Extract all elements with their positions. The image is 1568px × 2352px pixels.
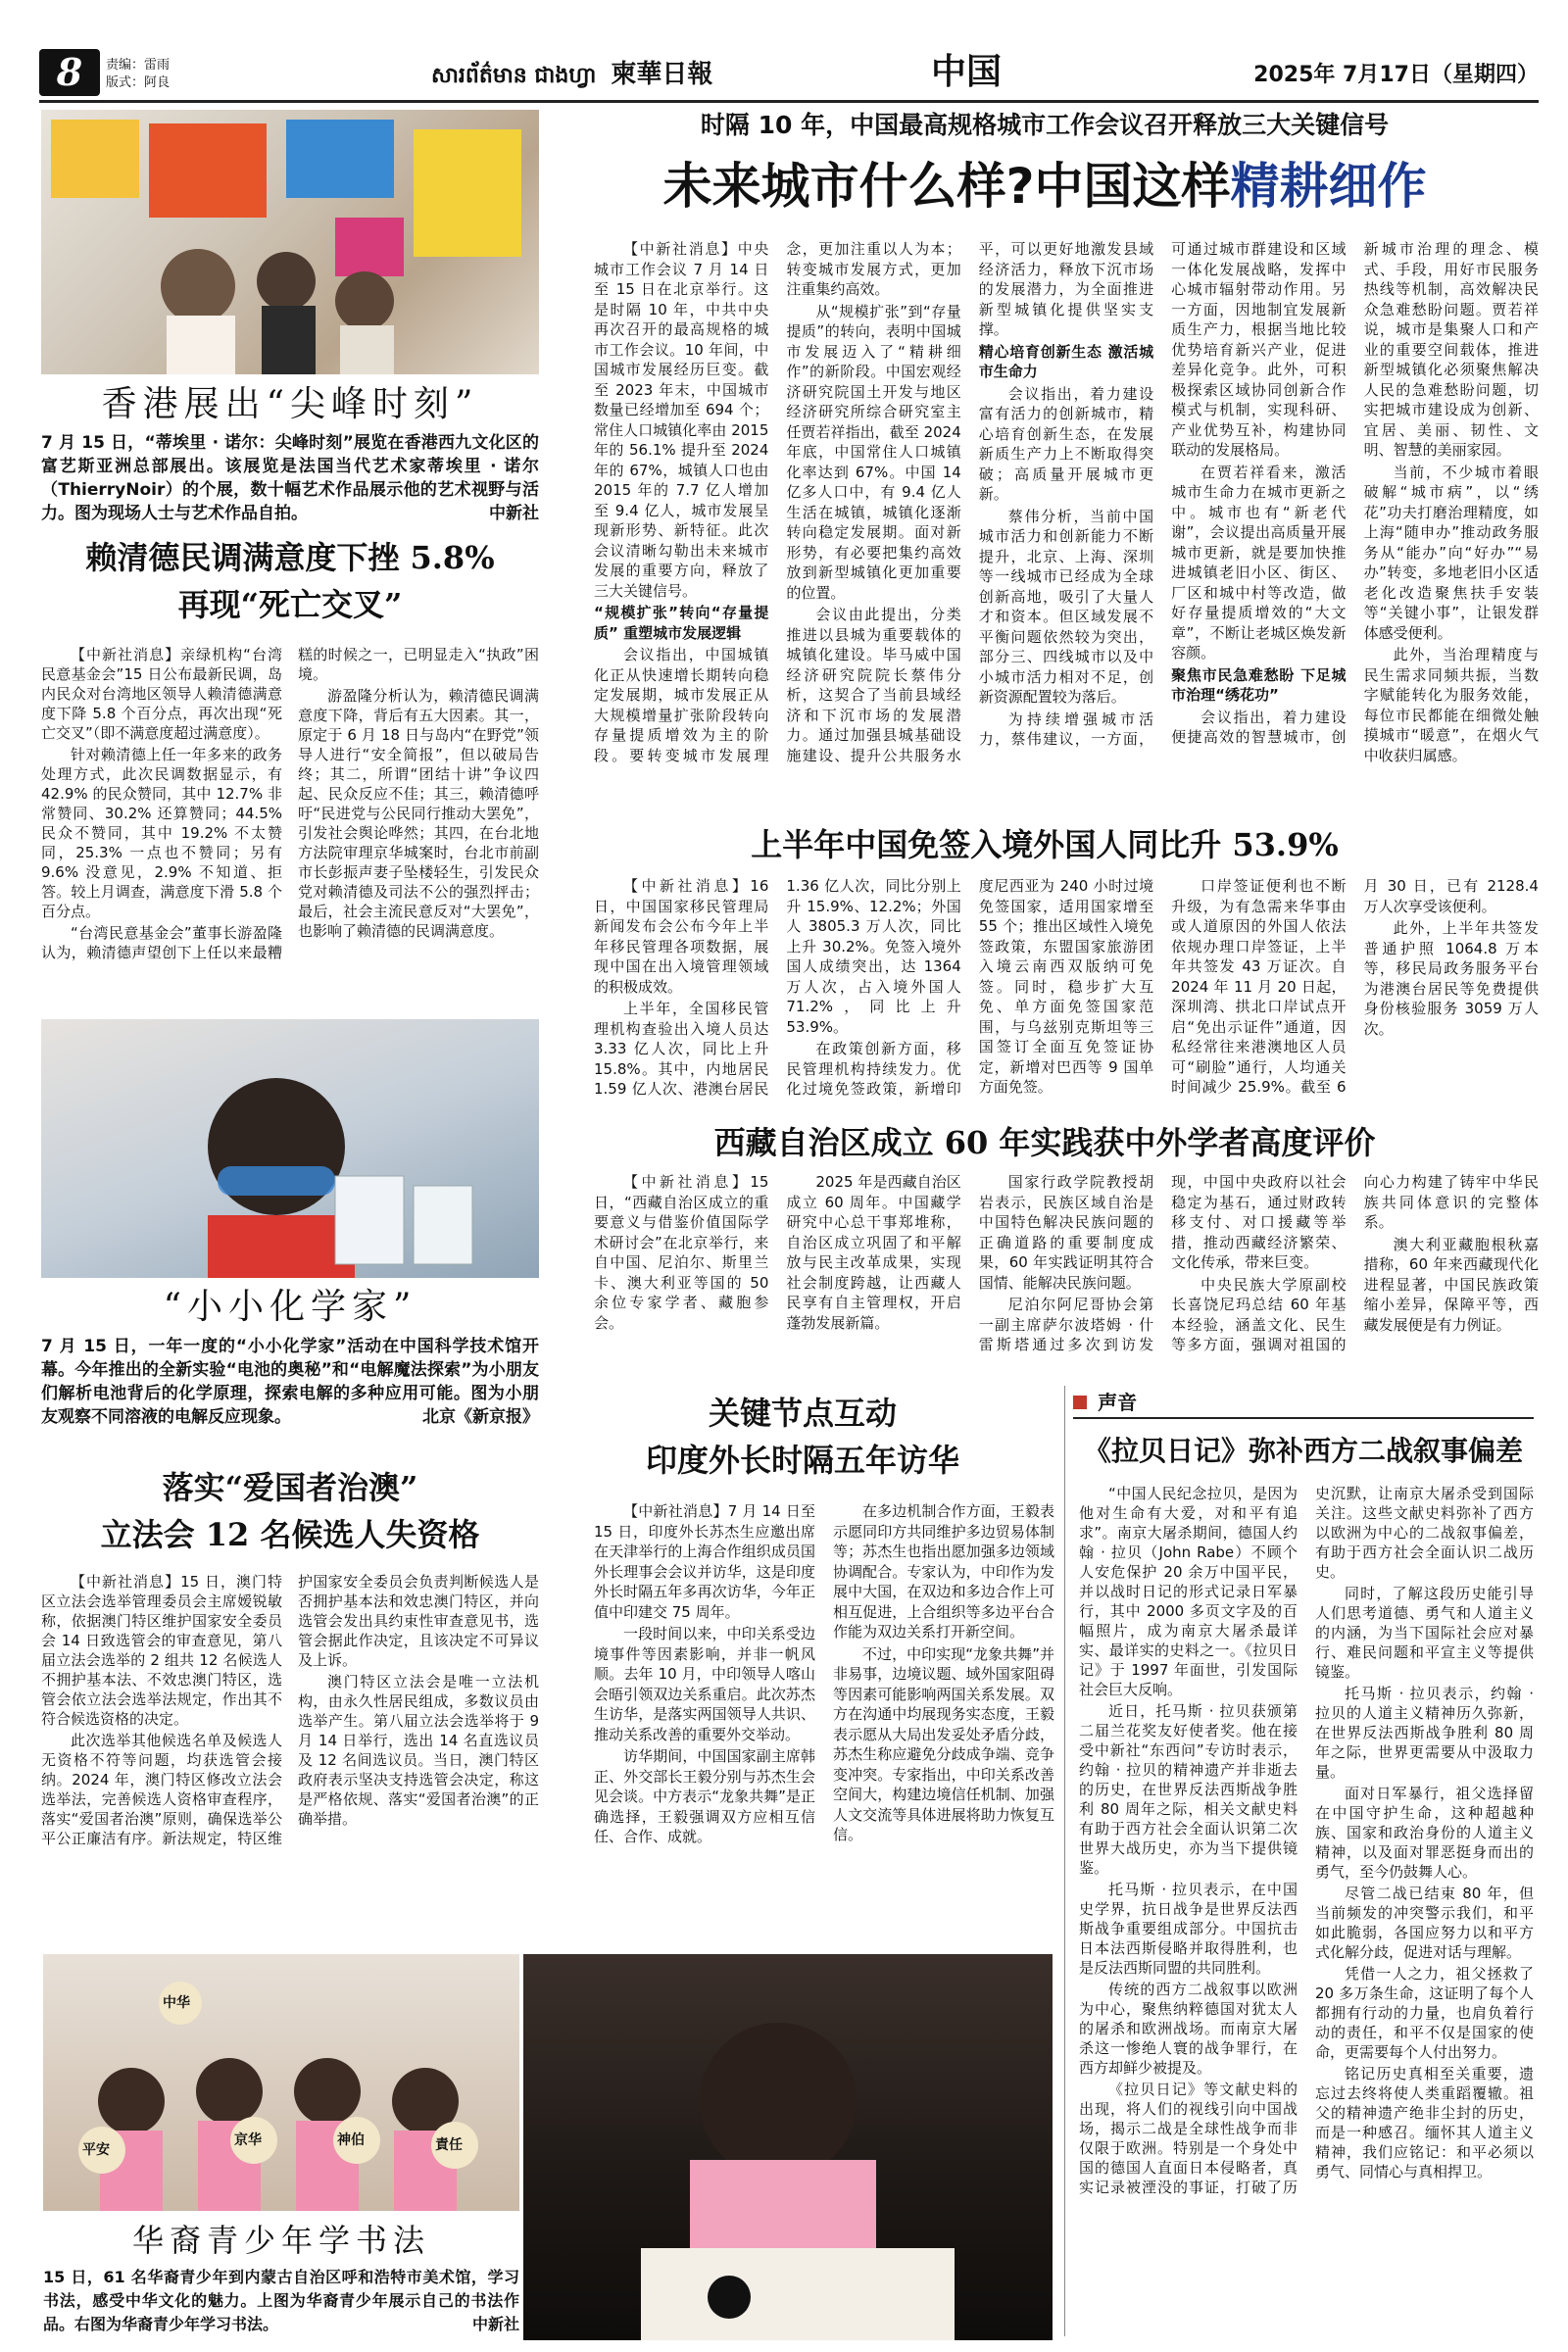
- masthead: [431, 55, 804, 94]
- lead-kicker: 时隔 10 年，中国最高规格城市工作会议召开释放三大关键信号: [700, 111, 1390, 139]
- section-name: 中国: [931, 51, 1003, 92]
- commentary-body: [1079, 1484, 1534, 2327]
- lead-subhead-1: “规模扩张”转向“存量提质” 重塑城市发展逻辑: [594, 604, 769, 642]
- taiwan-headline-line2: 再现“死亡交叉”: [177, 586, 403, 623]
- macau-headline: [41, 1464, 539, 1566]
- paragraph: 托马斯 · 拉贝表示，约翰 · 拉贝的人道主义精神历久弥新，在世界反法西斯战争胜利 80 周年之际，世界更需要从中汲取力量。: [1315, 1685, 1534, 1781]
- paragraph: 此外，当治理精度与民生需求同频共振，当数字赋能转化为服务效能，每位市民都能在细微处触摸城市“暖意”，在烟火气中收获归属感。: [1363, 646, 1539, 764]
- paragraph: 会议指出，着力建设便捷高效的智慧城市，创新城市治理的理念、模式、手段，用好市民服务热线等机制，高效解决民众急难愁盼问题。贾若祥说，城市是集聚人口和产业的重要空间载体，推进新型城镇化必须聚焦解决人民的急难愁盼问题，切实把城市建设成为创新、宜居、美丽、韧性、文明、智慧的美丽家园。: [1171, 240, 1539, 746]
- paragraph: 游盈隆分析认为，赖清德民调满意度下降，背后有五大因素。其一，原定于 6 月 18 日与岛内“在野党”领导人进行“安全简报”，但以破局告终；其二，所谓“团结十讲”争议四起、民众反应不佳；其三，赖清德呼吁“民进党与公民同行推动大罢免”，引发社会舆论哗然；其四，在台北地方法院审理京华城案时，台北市前副市长彭振声妻子坠楼轻生，引发民众党对赖清德及司法不公的强烈抨击；最后，社会主流民意反对“大罢免”，也影响了赖清德的民调满意度。: [298, 687, 539, 940]
- calligraphy-student-illustration: [523, 1954, 1053, 2340]
- paragraph: 会议由此提出，分类推进以县城为重要载体的城镇化建设。毕马威中国经济研究院院长蔡伟分析，这契合了当前县域经济和下沉市场的发展潜力。通过加强县城基础设施建设、提升公共服务水平，可以更好地激发县域经济活力，释放下沉市场的发展潜力，为全面推进新型城镇化提供坚实支撑。: [786, 240, 1154, 764]
- taiwan-headline: [41, 534, 539, 638]
- fan-text: 神伯: [337, 2132, 365, 2148]
- calligraphy-title: 华裔青少年学书法: [131, 2222, 430, 2259]
- chemist-caption: [41, 1335, 539, 1456]
- fan-text: 平安: [82, 2142, 110, 2158]
- taiwan-body: [41, 645, 539, 1017]
- hk-art-title: 香港展出“尖峰时刻”: [101, 384, 479, 424]
- paragraph: 澳大利亚藏胞根秋嘉措称，60 年来西藏现代化进程显著，中国民族政策缩小差异，保障平等，西藏发展便是有力例证。: [1363, 1235, 1539, 1334]
- issue-date: 2025年 7月17日（星期四）: [1253, 63, 1539, 87]
- paragraph: 会议指出，着力建设富有活力的创新城市，精心培育创新生态，在发展新质生产力上不断取得突破；高质量开展城市更新。: [978, 384, 1154, 503]
- india-headline: [551, 1390, 1054, 1492]
- paragraph: 面对日军暴行，祖父选择留在中国守护生命，这种超越种族、国家和政治身份的人道主义精神，以及面对罪恶挺身而出的勇气，至今仍鼓舞人心。: [1315, 1785, 1534, 1881]
- lead-headline-main: 未来城市什么样?中国这样: [662, 158, 1231, 215]
- paragraph: 尼泊尔阿尼哥协会第一副主席萨尔波塔姆 · 什雷斯塔通过多次到访发现，中国中央政府以社会稳定为基石，通过财政转移支付、对口援藏等举措，推动西藏经济繁荣、文化传承，带来巨变。: [978, 1173, 1347, 1353]
- paragraph: 为持续增强城市活力，蔡伟建议，一方面，可通过城市群建设和区域一体化发展战略，发挥中心城市辐射带动作用。另一方面，因地制宜发展新质生产力，根据当地比较优势培育新兴产业，促进差异化竞争。此外，可积极探索区域协同创新合作模式与机制，实现科研、产业优势互补，构建协同联动的发展格局。: [978, 240, 1347, 748]
- paragraph: 访华期间，中国国家副主席韩正、外交部长王毅分别与苏杰生会见会谈。中方表示“龙象共舞”是正确选择，王毅强调双方应相互信任、合作、成就。: [594, 1747, 815, 1845]
- paragraph: 蔡伟分析，当前中国城市活力和创新能力不断提升，北京、上海、深圳等一线城市已经成为全球创新高地，吸引了大量人才和资本。但区域发展不平衡问题依然较为突出，部分三、四线城市以及中小城市活力相对不足，创新资源配置较为落后。: [978, 507, 1154, 706]
- paragraph: 从“规模扩张”到“存量提质”的转向，表明中国城市发展迈入了“精耕细作”的新阶段。中国宏观经济研究院国土开发与地区经济研究所综合研究室主任贾若祥指出，截至 2024 年底，中国常住人口城镇化率达到 67%。中国 14 亿多人口中，有 9.4 亿人生活在城镇，城镇化逐渐转向稳定发展期。面对新形势，有必要把集约高效放到新型城镇化更加重要的位置。: [786, 302, 961, 602]
- paragraph: 针对赖清德上任一年多来的政务处理方式，此次民调数据显示，有 42.9% 的民众赞同，其中 12.7% 非常赞同、30.2% 还算赞同；44.5% 民众不赞同，其中 19.2% 不太赞同，25.3% 一点也不赞同；另有 9.6% 没意见，2.9% 不知道、拒答。较上月调查，满意度下滑 5.8 个百分点。: [41, 746, 282, 920]
- paragraph: “中国人民纪念拉贝，是因为他对生命有大爱，对和平有追求”。南京大屠杀期间，德国人约翰 · 拉贝（John Rabe）不顾个人安危保护 20 余万中国平民，并以战时日记的形式记录日军暴行，其中 2000 多页文字及的百幅照片，成为南京大屠杀最详实、最详实的史料之一。《拉贝日记》于 1997 年面世，引发国际社会巨大反响。: [1079, 1485, 1298, 1698]
- commentary-tag-bar: [1073, 1388, 1534, 1419]
- calligraphy-group-illustration: [43, 1954, 519, 2211]
- lead-body: [594, 239, 1539, 809]
- fan-text: 中华: [163, 1995, 190, 2011]
- commentary-tag: 声音: [1098, 1391, 1138, 1414]
- paragraph: 中央民族大学原副校长喜饶尼玛总结 60 年基本经验，涵盖文化、民生等多方面，强调对祖国的向心力构建了铸牢中华民族共同体意识的完整体系。: [1171, 1173, 1539, 1353]
- paragraph: 上半年，全国移民管理机构查验出入境人员达 3.33 亿人次，同比上升 15.8%。其中，内地居民 1.59 亿人次、港澳台居民 1.36 亿人次，同比分别上升 15.9%、12.2%；外国人 3805.3 万人次，同比上升 30.2%。免签入境外国人成绩突出，达 1364 万人次，占入境外国人 71.2%，同比上升 53.9%。: [594, 877, 961, 1098]
- paragraph: 【中新社消息】15 日，“西藏自治区成立的重要意义与借鉴价值国际学术研讨会”在北京举行，来自中国、尼泊尔、斯里兰卡、澳大利亚等国的 50 余位专家学者、藏胞参会。: [594, 1173, 769, 1332]
- india-headline-line2: 印度外长时隔五年访华: [645, 1442, 959, 1479]
- visa-headline: 上半年中国免签入境外国人同比升 53.9%: [751, 826, 1339, 863]
- lead-subhead-2: 精心培育创新生态 激活城市生命力: [978, 342, 1154, 380]
- commentary-headline: 《拉贝日记》弥补西方二战叙事偏差: [1083, 1435, 1523, 1467]
- paragraph: 托马斯 · 拉贝表示，在中国史学界，抗日战争是世界反法西斯战争重要组成部分。中国抗击日本法西斯侵略并取得胜利，也是反法西斯同盟的共同胜利。: [1079, 1881, 1298, 1977]
- calligraphy-credit: 中新社: [471, 2315, 519, 2333]
- chemist-photo: [41, 1019, 539, 1278]
- paragraph: 【中新社消息】7 月 14 日至 15 日，印度外长苏杰生应邀出席在天津举行的上海合作组织成员国外长理事会会议并访华，这是印度外长时隔五年多再次访华，今年正值中印建交 75 周年。: [594, 1502, 815, 1621]
- paragraph: 会议指出，中国城镇化正从快速增长期转向稳定发展期，城市发展正从大规模增量扩张阶段转向存量提质增效为主的阶段。要转变城市发展理念，更加注重以人为本；转变城市发展方式，更加注重集约高效。: [594, 240, 961, 764]
- lead-headline-highlight: 精耕细作: [1230, 158, 1427, 215]
- hk-art-caption: [41, 431, 539, 529]
- lead-headline: [551, 147, 1539, 225]
- fan-text: 京华: [234, 2132, 262, 2148]
- editor-credits: [106, 57, 243, 96]
- hk-art-caption-text: 7 月 15 日，“蒂埃里 · 诺尔：尖峰时刻”展览在香港西九文化区的富艺斯亚洲总部展出。该展览是法国当代艺术家蒂埃里 · 诺尔（ThierryNoir）的个展，数十幅艺术作品展示他的艺术视野与活力。图为现场人士与艺术作品自拍。: [41, 433, 539, 523]
- editor: 责编：雷雨: [106, 58, 171, 73]
- macau-headline-line1: 落实“爱国者治澳”: [162, 1469, 418, 1506]
- page-number-box: [39, 49, 100, 96]
- lead-subhead-3: 聚焦市民急难愁盼 下足城市治理“绣花功”: [1171, 665, 1347, 704]
- chemist-illustration: [41, 1019, 539, 1278]
- paragraph: 2025 年是西藏自治区成立 60 周年。中国藏学研究中心总干事郑堆称，自治区成立巩固了和平解放与民主改革成果，实现社会制度跨越，让西藏人民享有自主管理权，开启蓬勃发展新篇。: [786, 1173, 961, 1332]
- chemist-title: “小小化学家”: [163, 1287, 417, 1327]
- masthead-chinese: 柬華日報: [611, 60, 713, 89]
- india-body: [594, 1501, 1054, 1942]
- paragraph: 此外，上半年共签发普通护照 1064.8 万本等，移民局政务服务平台为港澳台居民等免费提供身份核验服务 3059 万人次。: [1363, 919, 1539, 1038]
- paragraph: 《拉贝日记》等文献史料的出现，将人们的视线引向中国战场，揭示二战是全球性战争而非仅限于欧洲。特别是一个身处中国的德国人直面日本侵略者，真实记录被湮没的事证，打破了历史沉默，让南京大屠杀受到国际关注。这些文献史料弥补了西方以欧洲为中心的二战叙事偏差，有助于西方社会全面认识二战历史。: [1079, 1485, 1534, 2196]
- paragraph: 当前，不少城市着眼破解“城市病”，以“绣花”功夫打磨治理精度，如上海“随申办”推动政务服务从“能办”向“好办”“易办”转变，多地老旧小区适老化改造聚焦扶手安装等“关键小事”，让银发群体感受便利。: [1363, 463, 1539, 642]
- chemist-caption-text: 7 月 15 日，一年一度的“小小化学家”活动在中国科学技术馆开幕。今年推出的全新实验“电池的奥秘”和“电解魔法探索”为小朋友们解析电池背后的化学原理，探索电解的多种应用可能。图为小朋友观察不同溶液的电解反应现象。: [41, 1337, 539, 1427]
- paragraph: 不过，中印实现“龙象共舞”并非易事，边境议题、域外国家阻碍等因素可能影响两国关系发展。双方在沟通中均展现务实态度，王毅表示愿从大局出发妥处矛盾分歧，苏杰生称应避免分歧成争端、竞争变冲突。专家指出，中印关系改善空间大，构建边境信任机制、加强人文交流等具体进展将助力恢复互信。: [833, 1644, 1054, 1843]
- calligraphy-caption: [43, 2266, 519, 2340]
- paragraph: 【中新社消息】15 日，澳门特区立法会选举管理委员会主席嫒锐敏称，依据澳门特区维护国家安全委员会 14 日致选管会的审查意见，第八届立法会选举的 2 组共 12 名候选人不拥护基本法、不效忠澳门特区，选管会依立法会选举法规定，作出其不符合候选资格的决定。: [41, 1573, 282, 1728]
- paragraph: 尽管二战已结束 80 年，但当前频发的冲突警示我们，和平如此脆弱，各国应努力以和平方式化解分歧，促进对话与理解。: [1315, 1885, 1534, 1961]
- taiwan-headline-line1: 赖清德民调满意度下挫 5.8%: [85, 539, 495, 576]
- visa-body: [594, 876, 1539, 1105]
- calligraphy-photo-right: [523, 1954, 1053, 2340]
- paragraph: 在政策创新方面，移民管理机构持续发力。优化过境免签政策，新增印度尼西亚为 240 小时过境免签国家，适用国家增至 55 个；推出区域性入境免签政策，东盟国家旅游团入境云南西双版纳可免签。同时，稳步扩大互免、单方面免签国家范围，与乌兹别克斯坦等三国签订全面互免签证协定，新增对巴西等 9 国单方面免签。: [786, 877, 1154, 1098]
- tibet-body: [594, 1172, 1539, 1378]
- paragraph: 国家行政学院教授胡岩表示，民族区域自治是中国特色解决民族问题的正确道路的重要制度成果，60 年实践证明其符合国情、能解决民族问题。: [978, 1173, 1154, 1292]
- header-rule: [39, 100, 1539, 103]
- paragraph: 【中新社消息】亲绿机构“台湾民意基金会”15 日公布最新民调，岛内民众对台湾地区领导人赖清德满意度下降 5.8 个百分点，再次出现“死亡交叉”（即不满意度超过满意度）。: [41, 646, 282, 742]
- tag-square-icon: [1073, 1396, 1087, 1409]
- tibet-headline: 西藏自治区成立 60 年实践获中外学者高度评价: [713, 1124, 1376, 1161]
- hk-art-photo: [41, 110, 539, 374]
- paragraph: 口岸签证便利也不断升级，为有急需来华事由或人道原因的外国人依法依规办理口岸签证，上半年共签发 43 万证次。自 2024 年 11 月 20 日起，深圳湾、拱北口岸试点开启“免出示证件”通道，因私经常往来港澳地区人员可“刷脸”通行，人均通关时间减少 25.9%。截至 6 月 30 日，已有 2128.4 万人次享受该便利。: [1171, 877, 1539, 1096]
- paragraph: 凭借一人之力，祖父拯救了 20 多万条生命，这证明了每个人都拥有行动的力量，也肩负着行动的责任，和平不仅是国家的使命，更需要每个人付出努力。: [1315, 1965, 1534, 2061]
- fan-text: 責任: [435, 2137, 463, 2153]
- layout-editor: 版式：阿良: [106, 75, 171, 90]
- hk-art-illustration: [41, 110, 539, 374]
- paragraph: 近日，托马斯 · 拉贝获颁第二届兰花奖友好使者奖。他在接受中新社“东西问”专访时表示，约翰 · 拉贝的精神遗产并非逝去的历史，在世界反法西斯战争胜利 80 周年之际，相关文献史料有助于西方社会全面认识第二次世界大战历史，亦为当下提供镜鉴。: [1079, 1702, 1298, 1877]
- paragraph: 传统的西方二战叙事以欧洲为中心，聚焦纳粹德国对犹太人的屠杀和欧洲战场。而南京大屠杀这一惨绝人寰的战争罪行，在西方却鲜少被提及。: [1079, 1981, 1298, 2077]
- paragraph: 澳门特区立法会是唯一立法机构，由永久性居民组成，多数议员由选举产生。第八届立法会选举将于 9 月 14 日举行，选出 14 名直选议员及 12 名间选议员。当日，澳门特区政府表示坚决支持选管会决定，称这是严格依规、落实“爱国者治澳”的正确举措。: [298, 1673, 539, 1828]
- paragraph: “台湾民意基金会”董事长游盈隆认为，赖清德声望创下上任以来最糟糕的时候之一，已明显走入“执政”困境。: [41, 646, 539, 961]
- paragraph: 【中新社消息】16 日，中国国家移民管理局新闻发布会公布今年上半年移民管理各项数据，展现中国在出入境管理领域的积极成效。: [594, 877, 769, 996]
- macau-body: [41, 1572, 539, 1942]
- paragraph: 【中新社消息】中央城市工作会议 7 月 14 日至 15 日在北京举行。这是时隔 10 年，中共中央再次召开的最高规格的城市工作会议。10 年间，中国城市发展经历巨变。截至 2023 年末，中国城市数量已经增加至 694 个；常住人口城镇化率由 2015 年的 56.1% 提升至 2024 年的 67%，城镇人口也由 2015 年的 7.7 亿人增加至 9.4 亿人，城市发展呈现新形势、新特征。此次会议清晰勾勒出未来城市发展的重要方向，释放了三大关键信号。: [594, 240, 769, 600]
- paragraph: 同时，了解这段历史能引导人们思考道德、勇气和人道主义的内涵，为当下国际社会应对暴行、难民问题和平宣主义等提供镜鉴。: [1315, 1585, 1534, 1681]
- india-headline-line1: 关键节点互动: [708, 1395, 897, 1432]
- paragraph: 在多边机制合作方面，王毅表示愿同印方共同维护多边贸易体制等；苏杰生也指出愿加强多边领域协调配合。专家认为，中印作为发展中大国，在双边和多边合作上可相互促进，上合组织等多边平台合作能为双边关系打开新空间。: [833, 1502, 1054, 1641]
- calligraphy-photo-left: [43, 1954, 519, 2211]
- paragraph: 在贾若祥看来，激活城市生命力在城市更新之中。城市也有“新老代谢”，会议提出高质量开展城市更新，就是要加快推进城镇老旧小区、街区、厂区和城中村等改造，做好存量提质增效的“大文章”，不断让老城区焕发新容颜。: [1171, 463, 1347, 662]
- page-number: 8: [56, 50, 83, 94]
- macau-headline-line2: 立法会 12 名候选人失资格: [100, 1516, 480, 1553]
- paragraph: 铭记历史真相至关重要，遗忘过去终将使人类重蹈覆辙。祖父的精神遗产绝非尘封的历史，而是一种感召。缅怀其人道主义精神，我们应铭记：和平必须以勇气、同情心与真相捍卫。: [1315, 2065, 1534, 2180]
- paragraph: 一段时间以来，中印关系受边境事件等因素影响，并非一帆风顺。去年 10 月，中印领导人喀山会晤引领双边关系重启。此次苏杰生访华，是落实两国领导人共识、推动关系改善的重要外交举动。: [594, 1625, 815, 1743]
- hk-art-credit: 中新社: [489, 504, 539, 523]
- commentary-box: [1064, 1386, 1539, 2336]
- paragraph: 此次选举其他候选名单及候选人无资格不符等问题，均获选管会接纳。2024 年，澳门特区修改立法会选举法，完善候选人资格审查程序，落实“爱国者治澳”原则，确保选举公平公正廉洁有序。新法规定，特区维护国家安全委员会负责判断候选人是否拥护基本法和效忠澳门特区，并向选管会发出具约束性审查意见书，选管会据此作决定，且该决定不可异议及上诉。: [41, 1573, 539, 1847]
- masthead-khmer: សារព័ត៌មាន ជាងហ្វា: [431, 64, 597, 88]
- chemist-credit: 北京《新京报》: [422, 1407, 539, 1427]
- calligraphy-caption-text: 15 日，61 名华裔青少年到内蒙古自治区呼和浩特市美术馆，学习书法，感受中华文化的魅力。上图为华裔青少年展示自己的书法作品。右图为华裔青少年学习书法。: [43, 2268, 519, 2333]
